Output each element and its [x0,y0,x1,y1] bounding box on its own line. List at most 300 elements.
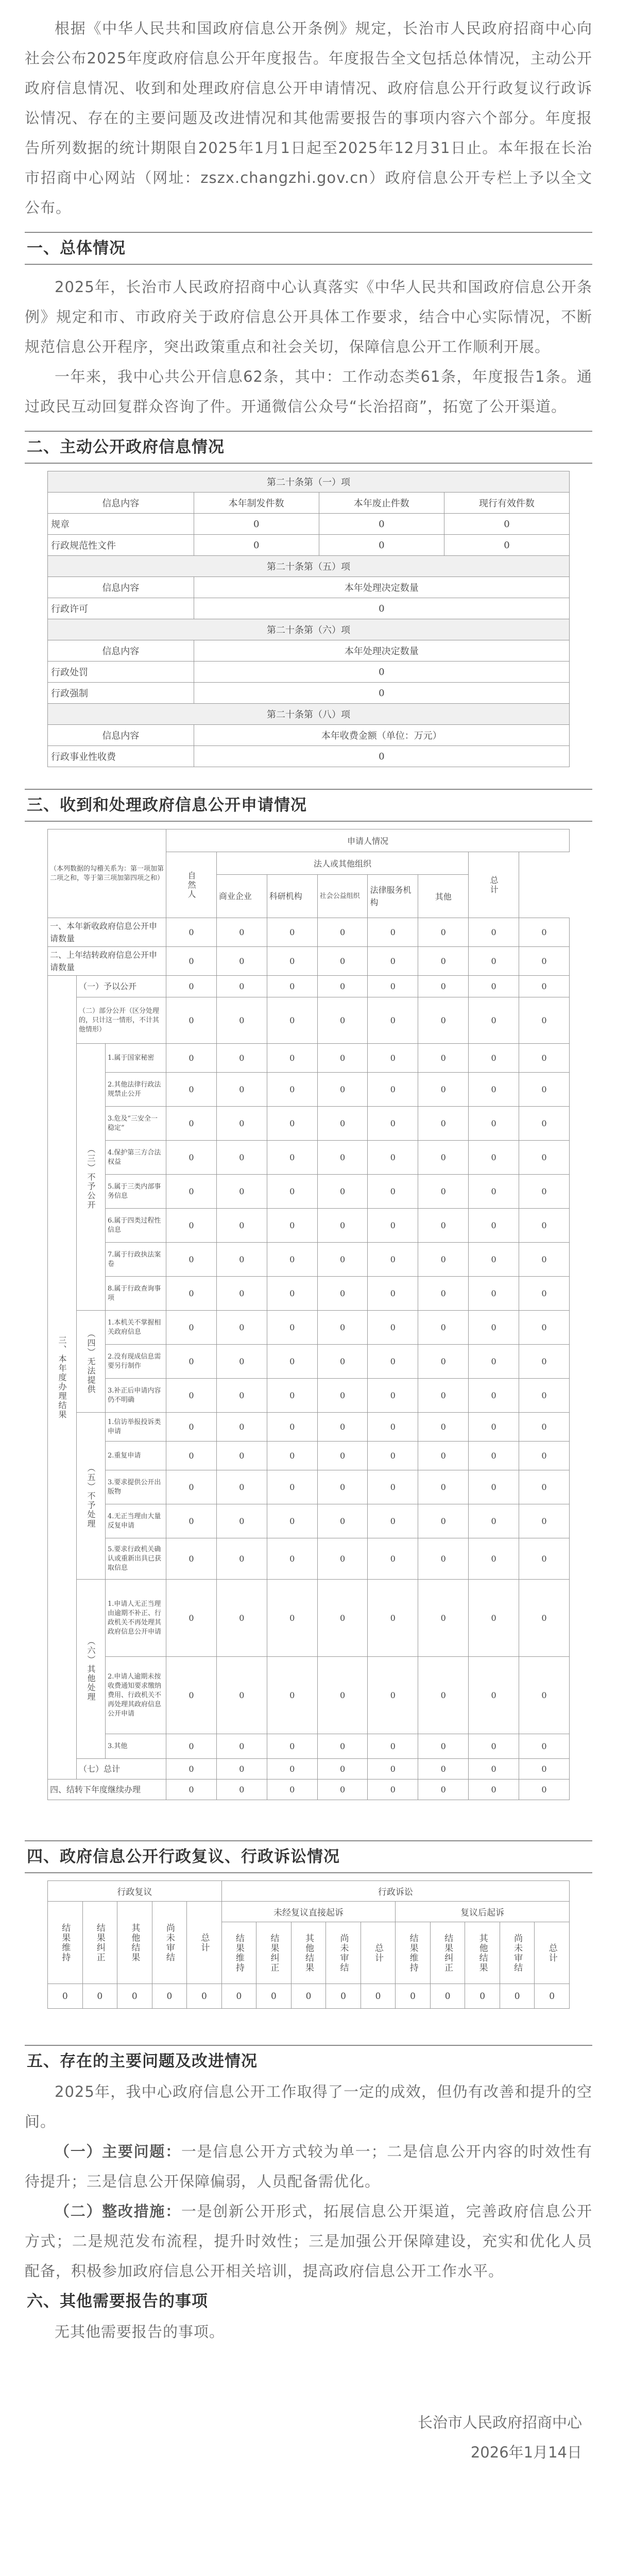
divider [25,264,592,265]
row-label-sub-item: 1.本机关不掌握相关政府信息 [106,1311,166,1345]
col-decisions: 本年处理决定数量 [194,577,569,598]
section-1-paragraph-1: 2025年，长治市人民政府招商中心认真落实《中华人民共和国政府信息公开条例》规定和市、市政府关于政府信息公开具体工作要求，结合中心实际情况，不断规范信息公开程序，突出政策重点和社会关切，保障信息公开工作顺利开展。 [25,278,592,355]
cell-value: 0 [194,535,319,556]
cell-value: 0 [519,947,570,976]
header-public-welfare: 社会公益组织 [317,875,368,918]
row-label-carried-over: 二、上年结转政府信息公开申请数量 [48,947,166,976]
cell-value: 0 [368,1538,418,1580]
table-corner-note: （本列数据的勾稽关系为：第一项加第二项之和，等于第三项加第四项之和） [48,829,166,918]
header-col: 其他结果 [117,1902,152,1984]
cell-value: 0 [519,1209,570,1243]
header-col: 结果维持 [396,1922,431,1984]
cell-value: 0 [418,1107,469,1141]
cell-value: 0 [267,1413,317,1442]
cell-value: 0 [469,1073,519,1107]
cell-value: 0 [216,1175,267,1209]
cell-value: 0 [519,1311,570,1345]
header-col: 结果维持 [48,1902,83,1984]
row-label-grand-total: （七）总计 [77,1759,166,1780]
cell-value: 0 [519,1277,570,1311]
cell-value: 0 [519,1538,570,1580]
cell-value: 0 [216,918,267,947]
row-label-sub-item: 1.信访举报投诉类申请 [106,1413,166,1442]
cell-value: 0 [469,1345,519,1379]
cell-value: 0 [418,1759,469,1780]
row-label-sub-item: 3.补正后申请内容仍不明确 [106,1379,166,1413]
cell-value: 0 [469,918,519,947]
cell-value: 0 [267,1277,317,1311]
header-research: 科研机构 [267,875,317,918]
cell-value: 0 [267,976,317,997]
header-natural-person: 自然人 [166,852,217,918]
cell-value: 0 [267,1345,317,1379]
cell-value: 0 [216,1734,267,1759]
cell-value: 0 [267,1538,317,1580]
cell-value: 0 [500,1984,535,2009]
cell-value: 0 [319,514,444,535]
cell-value: 0 [317,997,368,1044]
cell-value: 0 [117,1984,152,2009]
cell-value: 0 [317,1734,368,1759]
cell-value: 0 [368,1413,418,1442]
row-label-sub-item: 2.申请人逾期未按收费通知要求缴纳费用、行政机关不再处理其政府信息公开申请 [106,1657,166,1734]
row-label-cannot-provide: （四）无法提供 [77,1311,106,1413]
cell-value: 0 [368,1379,418,1413]
cell-value: 0 [317,1413,368,1442]
cell-value: 0 [216,976,267,997]
header-direct-suit: 未经复议直接起诉 [221,1902,396,1922]
table-header-art20-5: 第二十条第（五）项 [48,556,570,577]
cell-value: 0 [267,1734,317,1759]
cell-value: 0 [418,1580,469,1657]
col-info-content: 信息内容 [48,493,194,514]
cell-value: 0 [166,1141,217,1175]
cell-value: 0 [166,1073,217,1107]
cell-value: 0 [444,514,569,535]
cell-value: 0 [469,997,519,1044]
cell-value: 0 [469,1209,519,1243]
cell-value: 0 [216,947,267,976]
cell-value: 0 [469,1413,519,1442]
cell-value: 0 [368,1580,418,1657]
cell-value: 0 [418,997,469,1044]
cell-value: 0 [267,1044,317,1073]
cell-value: 0 [317,1311,368,1345]
cell-value: 0 [317,1580,368,1657]
row-label-partial: （二）部分公开（区分处理的，只计这一情形，不计其他情形） [77,997,166,1044]
cell-value: 0 [469,1311,519,1345]
cell-value: 0 [166,1657,217,1734]
table-active-disclosure [47,471,570,767]
cell-value: 0 [418,1504,469,1538]
cell-value: 0 [469,1141,519,1175]
section-1 [25,232,592,265]
cell-value: 0 [267,1580,317,1657]
col-decisions: 本年处理决定数量 [194,640,569,662]
cell-value: 0 [317,1345,368,1379]
header-col: 结果维持 [221,1922,256,1984]
row-label-not-processed: （五）不予处理 [77,1413,106,1580]
cell-value: 0 [267,997,317,1044]
cell-value: 0 [418,1413,469,1442]
cell-value: 0 [519,997,570,1044]
cell-value: 0 [221,1984,256,2009]
table-review-litigation-wrap [25,1873,592,2009]
cell-value: 0 [317,1073,368,1107]
cell-value: 0 [368,1107,418,1141]
cell-value: 0 [519,1141,570,1175]
cell-value: 0 [216,1243,267,1277]
row-label-sub-item: 2.重复申请 [106,1442,166,1470]
cell-value: 0 [368,947,418,976]
cell-value: 0 [267,1657,317,1734]
cell-value: 0 [361,1984,396,2009]
cell-value: 0 [267,1107,317,1141]
cell-value: 0 [519,1175,570,1209]
header-col: 结果纠正 [430,1922,465,1984]
cell-value: 0 [166,1442,217,1470]
cell-value: 0 [317,1107,368,1141]
cell-value: 0 [519,918,570,947]
section-1-paragraph-2: 一年来，我中心共公开信息62条，其中：工作动态类61条，年度报告1条。通过政民互动回复群众咨询了件。开通微信公众号“长治招商”，拓宽了公开渠道。 [25,368,592,415]
cell-value: 0 [519,1759,570,1780]
header-col: 尚未审结 [500,1922,535,1984]
row-label-sub-item: 5.属于三类内部事务信息 [106,1175,166,1209]
row-label-sub-item: 1.申请人无正当理由逾期不补正、行政机关不再处理其政府信息公开申请 [106,1580,166,1657]
cell-value: 0 [519,1413,570,1442]
row-label-sub-item: 3.要求提供公开出版物 [106,1470,166,1504]
row-label-sub-item: 1.属于国家秘密 [106,1044,166,1073]
cell-value: 0 [216,1580,267,1657]
section-5-paragraph-3 [25,2196,592,2286]
cell-value: 0 [519,1073,570,1107]
cell-value: 0 [267,1442,317,1470]
cell-value: 0 [216,1470,267,1504]
cell-value: 0 [368,1657,418,1734]
cell-value: 0 [166,1780,217,1800]
cell-value: 0 [166,1580,217,1657]
cell-value: 0 [418,1780,469,1800]
cell-value: 0 [216,1379,267,1413]
cell-value: 0 [368,1175,418,1209]
row-label-sub-item: 4.保护第三方合法权益 [106,1141,166,1175]
section-1-title: 一、总体情况 [27,239,126,258]
problems-text: 一是信息公开方式较为单一；二是信息公开内容的时效性有待提升；三是信息公开保障偏弱，人员配备需优化。 [25,2143,592,2190]
cell-value: 0 [469,1442,519,1470]
cell-value: 0 [519,1657,570,1734]
cell-value: 0 [166,976,217,997]
cell-value: 0 [326,1984,361,2009]
cell-value: 0 [317,1277,368,1311]
table-active-disclosure-wrap [25,464,592,767]
cell-value: 0 [267,1504,317,1538]
cell-value: 0 [166,1379,217,1413]
cell-value: 0 [418,947,469,976]
cell-value: 0 [194,514,319,535]
cell-value: 0 [166,1277,217,1311]
cell-value: 0 [418,1345,469,1379]
cell-value: 0 [216,1107,267,1141]
cell-value: 0 [267,1243,317,1277]
cell-value: 0 [216,997,267,1044]
col-issued: 本年制发件数 [194,493,319,514]
header-admin-review: 行政复议 [48,1881,222,1902]
cell-value: 0 [166,1413,217,1442]
cell-value: 0 [267,947,317,976]
cell-value: 0 [368,1044,418,1073]
cell-value: 0 [267,918,317,947]
section-3 [25,789,592,822]
cell-value: 0 [418,1538,469,1580]
cell-value: 0 [418,1044,469,1073]
cell-value: 0 [317,1657,368,1734]
cell-value: 0 [469,1379,519,1413]
cell-value: 0 [267,1470,317,1504]
row-label-sub-item: 7.属于行政执法案卷 [106,1243,166,1277]
cell-value: 0 [368,1504,418,1538]
cell-value: 0 [368,1759,418,1780]
cell-value: 0 [418,1657,469,1734]
cell-value: 0 [444,535,569,556]
cell-value: 0 [418,1243,469,1277]
cell-value: 0 [368,1141,418,1175]
cell-value: 0 [317,1379,368,1413]
col-info-content: 信息内容 [48,577,194,598]
header-col: 总计 [535,1922,570,1984]
cell-value: 0 [368,918,418,947]
cell-value: 0 [469,1734,519,1759]
cell-value: 0 [194,746,569,767]
cell-value: 0 [194,662,569,683]
row-label-enforcement: 行政强制 [48,683,194,704]
cell-value: 0 [317,1442,368,1470]
section-5 [25,2045,592,2077]
cell-value: 0 [216,1780,267,1800]
cell-value: 0 [519,1442,570,1470]
cell-value: 0 [166,1470,217,1504]
cell-value: 0 [216,1311,267,1345]
cell-value: 0 [166,1504,217,1538]
measures-label: （二）整改措施： [55,2202,181,2220]
table-header-art20-8: 第二十条第（八）项 [48,704,570,725]
cell-value: 0 [465,1984,500,2009]
cell-value: 0 [368,1277,418,1311]
row-label-sub-item: 4.无正当理由大量反复申请 [106,1504,166,1538]
cell-value: 0 [166,997,217,1044]
section-2-title: 二、主动公开政府信息情况 [27,438,225,456]
cell-value: 0 [418,976,469,997]
cell-value: 0 [469,1504,519,1538]
cell-value: 0 [368,1734,418,1759]
header-col: 总计 [187,1902,222,1984]
header-col: 结果纠正 [256,1922,292,1984]
cell-value: 0 [267,1073,317,1107]
cell-value: 0 [317,1209,368,1243]
section-4-title: 四、政府信息公开行政复议、行政诉讼情况 [27,1848,340,1866]
cell-value: 0 [166,918,217,947]
cell-value: 0 [469,1277,519,1311]
cell-value: 0 [469,1107,519,1141]
cell-value: 0 [187,1984,222,2009]
header-col: 尚未审结 [326,1922,361,1984]
cell-value: 0 [469,1538,519,1580]
col-fees: 本年收费金额（单位：万元） [194,725,569,746]
header-col: 结果纠正 [82,1902,117,1984]
row-label-sub-item: 2.没有现成信息需要另行制作 [106,1345,166,1379]
cell-value: 0 [519,1379,570,1413]
cell-value: 0 [216,1657,267,1734]
cell-value: 0 [469,976,519,997]
cell-value: 0 [469,1580,519,1657]
cell-value: 0 [368,1345,418,1379]
cell-value: 0 [216,1345,267,1379]
table-review-litigation [47,1880,570,2009]
cell-value: 0 [418,1277,469,1311]
cell-value: 0 [469,1175,519,1209]
cell-value: 0 [317,1044,368,1073]
header-legal-service: 法律服务机构 [368,875,418,918]
cell-value: 0 [469,1470,519,1504]
cell-value: 0 [216,1759,267,1780]
cell-value: 0 [317,976,368,997]
cell-value: 0 [368,997,418,1044]
table-header-art20-1: 第二十条第（一）项 [48,471,570,493]
cell-value: 0 [519,1504,570,1538]
row-label-normative-docs: 行政规范性文件 [48,535,194,556]
row-label-licensing: 行政许可 [48,598,194,619]
cell-value: 0 [216,1413,267,1442]
cell-value: 0 [418,1442,469,1470]
cell-value: 0 [469,1044,519,1073]
intro-paragraph: 根据《中华人民共和国政府信息公开条例》规定，长治市人民政府招商中心向社会公布2025年度政府信息公开年度报告。年度报告全文包括总体情况，主动公开政府信息情况、收到和处理政府信息公开申请情况、政府信息公开行政复议行政诉讼情况、存在的主要问题及改进情况和其他需要报告的事项内容六个部分。年度报告所列数据的统计期限自2025年1月1日起至2025年12月31日止。本年报在长治市招商中心网站（网址：zszx.changzhi.gov.cn）政府信息公开专栏上予以全文公布。 [25,20,592,216]
cell-value: 0 [166,1759,217,1780]
header-col: 其他结果 [291,1922,326,1984]
cell-value: 0 [166,1107,217,1141]
cell-value: 0 [368,1311,418,1345]
cell-value: 0 [216,1538,267,1580]
cell-value: 0 [166,947,217,976]
section-2 [25,431,592,464]
row-label-not-disclosed: （三）不予公开 [77,1044,106,1311]
table-applications [47,829,570,1800]
cell-value: 0 [317,1243,368,1277]
cell-value: 0 [317,1538,368,1580]
cell-value: 0 [152,1984,187,2009]
row-label-sub-item: 5.要求行政机关确认或重新出具已获取信息 [106,1538,166,1580]
cell-value: 0 [166,1311,217,1345]
cell-value: 0 [430,1984,465,2009]
section-4 [25,1840,592,1873]
cell-value: 0 [418,1175,469,1209]
cell-value: 0 [519,1780,570,1800]
cell-value: 0 [216,1504,267,1538]
header-col: 其他结果 [465,1922,500,1984]
cell-value: 0 [317,1504,368,1538]
cell-value: 0 [469,1243,519,1277]
header-other: 其他 [418,875,469,918]
signature-date: 2026年1月14日 [470,2444,582,2461]
cell-value: 0 [519,1044,570,1073]
cell-value: 0 [267,1175,317,1209]
cell-value: 0 [166,1734,217,1759]
header-commercial: 商业企业 [216,875,267,918]
row-label-other-processing: （六）其他处理 [77,1580,106,1759]
cell-value: 0 [317,947,368,976]
section-5-paragraph-2 [25,2137,592,2196]
cell-value: 0 [317,1470,368,1504]
cell-value: 0 [519,976,570,997]
header-total: 总计 [469,852,519,918]
cell-value: 0 [82,1984,117,2009]
row-label-sub-item: 6.属于四类过程性信息 [106,1209,166,1243]
cell-value: 0 [216,1073,267,1107]
cell-value: 0 [519,1345,570,1379]
cell-value: 0 [519,1243,570,1277]
measures-text: 一是创新公开形式，拓展信息公开渠道，完善政府信息公开方式；二是规范发布流程，提升时效性；三是加强公开保障建设，充实和优化人员配备，积极参加政府信息公开相关培训，提高政府信息公开工作水平。 [25,2202,592,2280]
header-admin-litigation: 行政诉讼 [221,1881,569,1902]
cell-value: 0 [267,1311,317,1345]
cell-value: 0 [469,1759,519,1780]
row-label-disclosed: （一）予以公开 [77,976,166,997]
cell-value: 0 [166,1209,217,1243]
header-col: 总计 [361,1922,396,1984]
cell-value: 0 [469,1657,519,1734]
row-label-admin-fees: 行政事业性收费 [48,746,194,767]
cell-value: 0 [418,1073,469,1107]
table-applications-wrap [25,822,592,1800]
cell-value: 0 [469,1780,519,1800]
cell-value: 0 [317,1759,368,1780]
section-5-title: 五、存在的主要问题及改进情况 [27,2052,258,2071]
col-info-content: 信息内容 [48,640,194,662]
cell-value: 0 [317,1175,368,1209]
section-3-title: 三、收到和处理政府信息公开申请情况 [27,796,307,815]
cell-value: 0 [317,918,368,947]
signature-org: 长治市人民政府招商中心 [417,2414,582,2431]
cell-value: 0 [216,1442,267,1470]
cell-value: 0 [166,1538,217,1580]
cell-value: 0 [418,1311,469,1345]
cell-value: 0 [256,1984,292,2009]
cell-value: 0 [396,1984,431,2009]
cell-value: 0 [166,1044,217,1073]
cell-value: 0 [535,1984,570,2009]
row-label-sub-item: 2.其他法律行政法规禁止公开 [106,1073,166,1107]
cell-value: 0 [216,1044,267,1073]
cell-value: 0 [216,1209,267,1243]
cell-value: 0 [267,1759,317,1780]
cell-value: 0 [418,1141,469,1175]
cell-value: 0 [519,1580,570,1657]
cell-value: 0 [48,1984,83,2009]
row-label-sub-item: 3.其他 [106,1734,166,1759]
cell-value: 0 [368,1073,418,1107]
cell-value: 0 [368,1780,418,1800]
cell-value: 0 [267,1209,317,1243]
cell-value: 0 [267,1780,317,1800]
cell-value: 0 [418,1470,469,1504]
cell-value: 0 [368,1209,418,1243]
cell-value: 0 [194,598,569,619]
cell-value: 0 [418,918,469,947]
row-label-carry-forward: 四、结转下年度继续办理 [48,1780,166,1800]
cell-value: 0 [291,1984,326,2009]
cell-value: 0 [166,1175,217,1209]
cell-value: 0 [216,1277,267,1311]
cell-value: 0 [166,1345,217,1379]
col-info-content: 信息内容 [48,725,194,746]
row-label-sub-item: 8.属于行政查询事项 [106,1277,166,1311]
